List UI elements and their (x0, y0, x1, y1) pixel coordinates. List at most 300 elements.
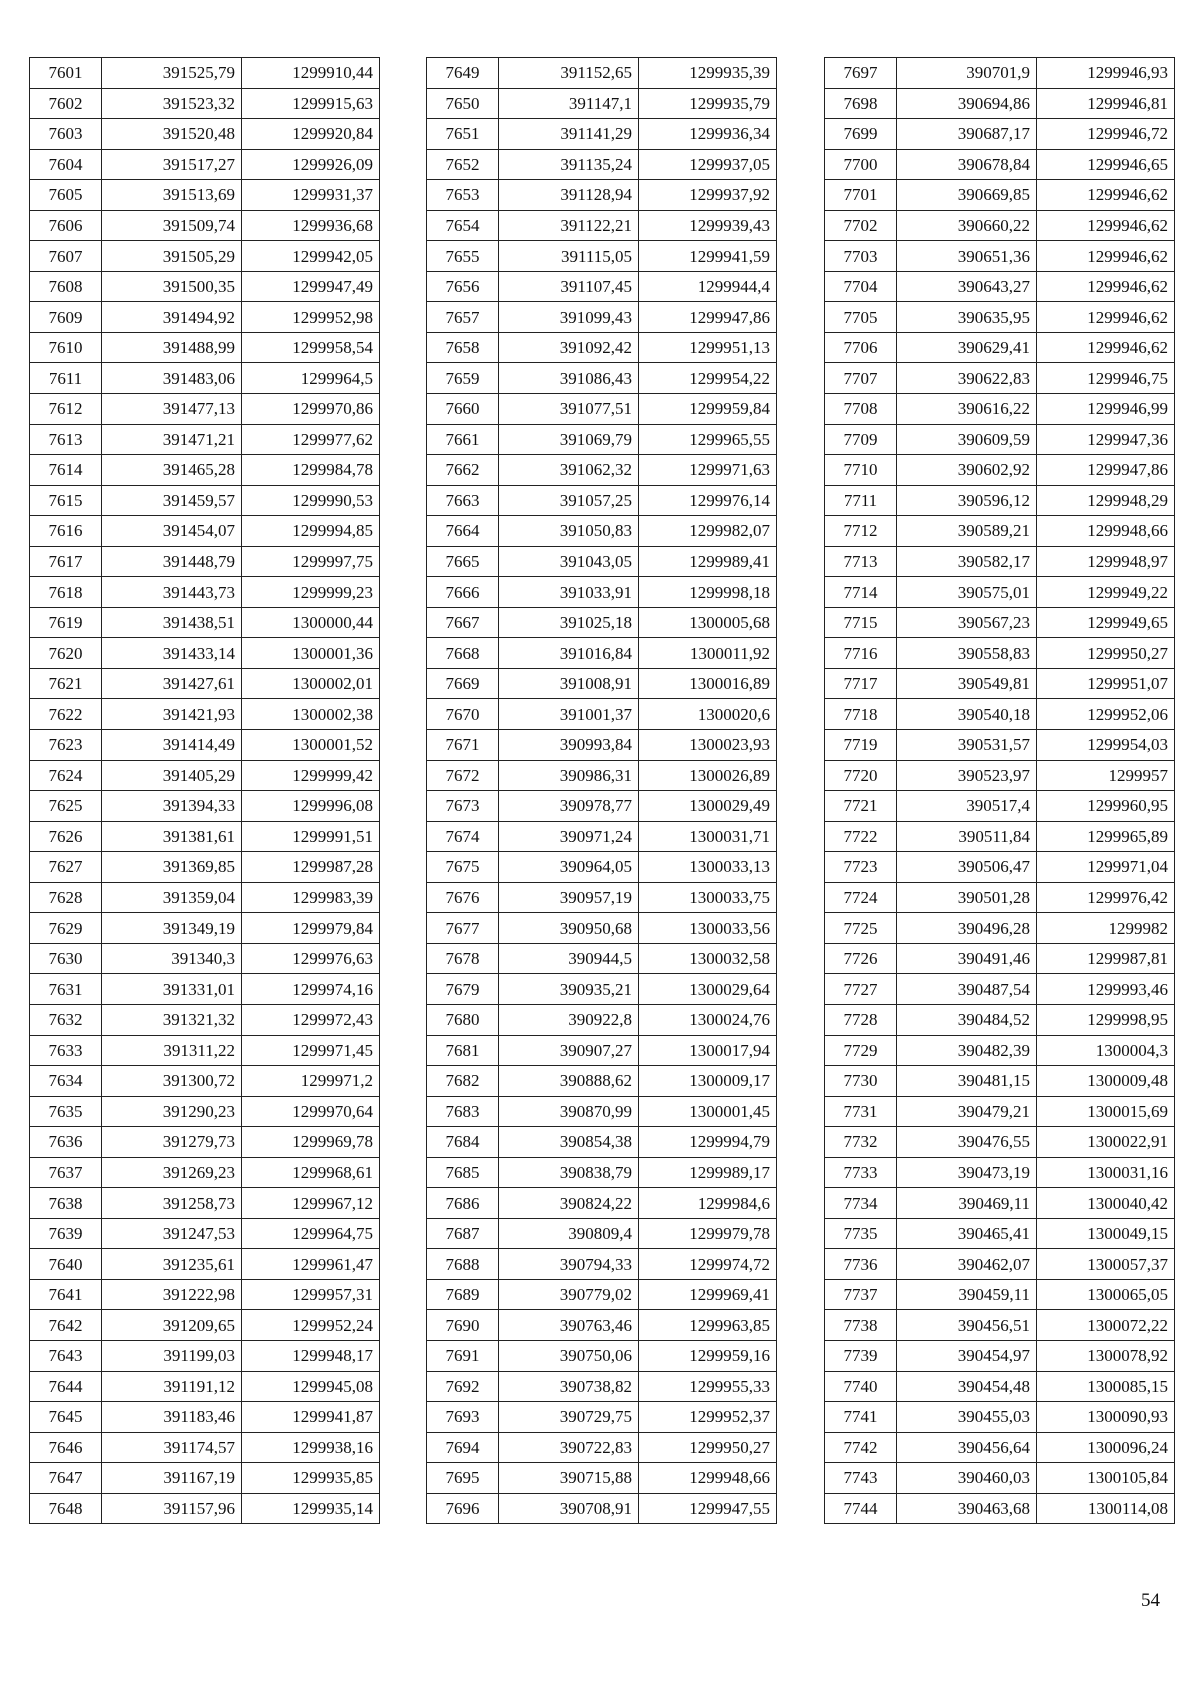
table-row (30, 1218, 380, 1249)
point-number-cell: 7637 (30, 1157, 102, 1188)
y-coordinate-cell: 1300114,08 (1037, 1493, 1175, 1524)
table-row (30, 88, 380, 119)
table-row (825, 1035, 1175, 1066)
point-number-cell: 7719 (825, 730, 897, 761)
x-coordinate-cell: 390643,27 (897, 271, 1037, 302)
table-row (825, 1188, 1175, 1219)
point-number-cell: 7669 (427, 668, 499, 699)
point-number-cell: 7707 (825, 363, 897, 394)
x-coordinate-cell: 390487,54 (897, 974, 1037, 1005)
y-coordinate-cell: 1299948,17 (242, 1340, 380, 1371)
point-number-cell: 7695 (427, 1463, 499, 1494)
x-coordinate-cell: 390484,52 (897, 1004, 1037, 1035)
point-number-cell: 7625 (30, 791, 102, 822)
x-coordinate-cell: 391520,48 (102, 119, 242, 150)
point-number-cell: 7704 (825, 271, 897, 302)
table-row (30, 1249, 380, 1280)
table-row (825, 119, 1175, 150)
y-coordinate-cell: 1299935,79 (639, 88, 777, 119)
y-coordinate-cell: 1300009,17 (639, 1066, 777, 1097)
table-row (427, 1402, 777, 1433)
x-coordinate-cell: 390473,19 (897, 1157, 1037, 1188)
y-coordinate-cell: 1300049,15 (1037, 1218, 1175, 1249)
x-coordinate-cell: 391525,79 (102, 58, 242, 89)
x-coordinate-cell: 390950,68 (499, 913, 639, 944)
table-row (825, 821, 1175, 852)
x-coordinate-cell: 391359,04 (102, 882, 242, 913)
table-row (825, 974, 1175, 1005)
x-coordinate-cell: 390454,97 (897, 1340, 1037, 1371)
y-coordinate-cell: 1299989,41 (639, 546, 777, 577)
y-coordinate-cell: 1299946,72 (1037, 119, 1175, 150)
table-row (30, 1432, 380, 1463)
x-coordinate-cell: 390481,15 (897, 1066, 1037, 1097)
y-coordinate-cell: 1300033,56 (639, 913, 777, 944)
table-row (427, 1157, 777, 1188)
point-number-cell: 7741 (825, 1402, 897, 1433)
y-coordinate-cell: 1299974,16 (242, 974, 380, 1005)
table-row (825, 1340, 1175, 1371)
point-number-cell: 7659 (427, 363, 499, 394)
y-coordinate-cell: 1299946,62 (1037, 241, 1175, 272)
y-coordinate-cell: 1299920,84 (242, 119, 380, 150)
coordinate-table-2 (426, 57, 777, 1524)
y-coordinate-cell: 1300005,68 (639, 607, 777, 638)
point-number-cell: 7664 (427, 516, 499, 547)
y-coordinate-cell: 1300085,15 (1037, 1371, 1175, 1402)
x-coordinate-cell: 390993,84 (499, 730, 639, 761)
table-row (427, 699, 777, 730)
table-row (427, 1218, 777, 1249)
x-coordinate-cell: 391500,35 (102, 271, 242, 302)
point-number-cell: 7658 (427, 332, 499, 363)
x-coordinate-cell: 390589,21 (897, 516, 1037, 547)
y-coordinate-cell: 1299915,63 (242, 88, 380, 119)
point-number-cell: 7650 (427, 88, 499, 119)
y-coordinate-cell: 1300023,93 (639, 730, 777, 761)
x-coordinate-cell: 390460,03 (897, 1463, 1037, 1494)
table-row (427, 821, 777, 852)
table-row (427, 241, 777, 272)
table-row (30, 119, 380, 150)
y-coordinate-cell: 1300011,92 (639, 638, 777, 669)
table-row (427, 210, 777, 241)
x-coordinate-cell: 391141,29 (499, 119, 639, 150)
table-row (825, 1157, 1175, 1188)
y-coordinate-cell: 1299955,33 (639, 1371, 777, 1402)
y-coordinate-cell: 1299950,27 (639, 1432, 777, 1463)
y-coordinate-cell: 1299959,84 (639, 394, 777, 425)
table-row (30, 485, 380, 516)
x-coordinate-cell: 390496,28 (897, 913, 1037, 944)
y-coordinate-cell: 1299971,2 (242, 1066, 380, 1097)
x-coordinate-cell: 390809,4 (499, 1218, 639, 1249)
x-coordinate-cell: 391057,25 (499, 485, 639, 516)
point-number-cell: 7651 (427, 119, 499, 150)
x-coordinate-cell: 390459,11 (897, 1279, 1037, 1310)
x-coordinate-cell: 390549,81 (897, 668, 1037, 699)
table-row (825, 1127, 1175, 1158)
y-coordinate-cell: 1300000,44 (242, 607, 380, 638)
x-coordinate-cell: 391405,29 (102, 760, 242, 791)
y-coordinate-cell: 1299957 (1037, 760, 1175, 791)
y-coordinate-cell: 1299939,43 (639, 210, 777, 241)
point-number-cell: 7718 (825, 699, 897, 730)
x-coordinate-cell: 391349,19 (102, 913, 242, 944)
x-coordinate-cell: 391494,92 (102, 302, 242, 333)
y-coordinate-cell: 1300026,89 (639, 760, 777, 791)
x-coordinate-cell: 390957,19 (499, 882, 639, 913)
x-coordinate-cell: 390922,8 (499, 1004, 639, 1035)
point-number-cell: 7681 (427, 1035, 499, 1066)
point-number-cell: 7653 (427, 180, 499, 211)
table-row (30, 1310, 380, 1341)
x-coordinate-cell: 390763,46 (499, 1310, 639, 1341)
point-number-cell: 7732 (825, 1127, 897, 1158)
point-number-cell: 7654 (427, 210, 499, 241)
y-coordinate-cell: 1300031,16 (1037, 1157, 1175, 1188)
table-row (427, 1035, 777, 1066)
table-row (30, 638, 380, 669)
table-row (30, 1402, 380, 1433)
y-coordinate-cell: 1299949,22 (1037, 577, 1175, 608)
y-coordinate-cell: 1299965,55 (639, 424, 777, 455)
x-coordinate-cell: 391077,51 (499, 394, 639, 425)
x-coordinate-cell: 391157,96 (102, 1493, 242, 1524)
x-coordinate-cell: 390964,05 (499, 852, 639, 883)
x-coordinate-cell: 391191,12 (102, 1371, 242, 1402)
x-coordinate-cell: 390635,95 (897, 302, 1037, 333)
x-coordinate-cell: 390517,4 (897, 791, 1037, 822)
x-coordinate-cell: 391016,84 (499, 638, 639, 669)
point-number-cell: 7701 (825, 180, 897, 211)
point-number-cell: 7689 (427, 1279, 499, 1310)
y-coordinate-cell: 1299972,43 (242, 1004, 380, 1035)
y-coordinate-cell: 1299976,63 (242, 943, 380, 974)
x-coordinate-cell: 391414,49 (102, 730, 242, 761)
y-coordinate-cell: 1299947,86 (1037, 455, 1175, 486)
table-row (427, 1432, 777, 1463)
y-coordinate-cell: 1299952,24 (242, 1310, 380, 1341)
x-coordinate-cell: 390596,12 (897, 485, 1037, 516)
table-row (427, 332, 777, 363)
x-coordinate-cell: 390531,57 (897, 730, 1037, 761)
y-coordinate-cell: 1299954,22 (639, 363, 777, 394)
y-coordinate-cell: 1299948,29 (1037, 485, 1175, 516)
x-coordinate-cell: 391167,19 (102, 1463, 242, 1494)
x-coordinate-cell: 390454,48 (897, 1371, 1037, 1402)
table-row (427, 1371, 777, 1402)
point-number-cell: 7735 (825, 1218, 897, 1249)
table-row (427, 852, 777, 883)
x-coordinate-cell: 391069,79 (499, 424, 639, 455)
point-number-cell: 7736 (825, 1249, 897, 1280)
x-coordinate-cell: 391438,51 (102, 607, 242, 638)
table-row (825, 363, 1175, 394)
point-number-cell: 7725 (825, 913, 897, 944)
y-coordinate-cell: 1299910,44 (242, 58, 380, 89)
y-coordinate-cell: 1299948,97 (1037, 546, 1175, 577)
table-row (825, 699, 1175, 730)
point-number-cell: 7674 (427, 821, 499, 852)
x-coordinate-cell: 391269,23 (102, 1157, 242, 1188)
y-coordinate-cell: 1299946,62 (1037, 180, 1175, 211)
y-coordinate-cell: 1299970,86 (242, 394, 380, 425)
point-number-cell: 7670 (427, 699, 499, 730)
y-coordinate-cell: 1300001,52 (242, 730, 380, 761)
table-row (427, 1066, 777, 1097)
x-coordinate-cell: 390491,46 (897, 943, 1037, 974)
point-number-cell: 7688 (427, 1249, 499, 1280)
table-row (825, 1066, 1175, 1097)
table-row (427, 1188, 777, 1219)
table-row (825, 424, 1175, 455)
point-number-cell: 7711 (825, 485, 897, 516)
x-coordinate-cell: 391258,73 (102, 1188, 242, 1219)
y-coordinate-cell: 1299935,39 (639, 58, 777, 89)
y-coordinate-cell: 1300032,58 (639, 943, 777, 974)
page-number: 54 (1141, 1590, 1160, 1611)
y-coordinate-cell: 1299998,95 (1037, 1004, 1175, 1035)
y-coordinate-cell: 1299952,37 (639, 1402, 777, 1433)
point-number-cell: 7635 (30, 1096, 102, 1127)
table-row (30, 699, 380, 730)
table-row (825, 1218, 1175, 1249)
y-coordinate-cell: 1299958,54 (242, 332, 380, 363)
table-row (825, 668, 1175, 699)
x-coordinate-cell: 391222,98 (102, 1279, 242, 1310)
table-row (825, 1402, 1175, 1433)
y-coordinate-cell: 1299948,66 (1037, 516, 1175, 547)
point-number-cell: 7602 (30, 88, 102, 119)
y-coordinate-cell: 1299938,16 (242, 1432, 380, 1463)
point-number-cell: 7649 (427, 58, 499, 89)
x-coordinate-cell: 391086,43 (499, 363, 639, 394)
point-number-cell: 7606 (30, 210, 102, 241)
y-coordinate-cell: 1299951,07 (1037, 668, 1175, 699)
y-coordinate-cell: 1299977,62 (242, 424, 380, 455)
table-row (30, 1371, 380, 1402)
y-coordinate-cell: 1299961,47 (242, 1249, 380, 1280)
y-coordinate-cell: 1300004,3 (1037, 1035, 1175, 1066)
x-coordinate-cell: 390482,39 (897, 1035, 1037, 1066)
x-coordinate-cell: 391128,94 (499, 180, 639, 211)
table-row (825, 271, 1175, 302)
y-coordinate-cell: 1299999,42 (242, 760, 380, 791)
point-number-cell: 7714 (825, 577, 897, 608)
table-row (30, 852, 380, 883)
y-coordinate-cell: 1299936,68 (242, 210, 380, 241)
table-row (427, 882, 777, 913)
y-coordinate-cell: 1300029,64 (639, 974, 777, 1005)
table-row (427, 58, 777, 89)
table-row (30, 180, 380, 211)
point-number-cell: 7644 (30, 1371, 102, 1402)
x-coordinate-cell: 391488,99 (102, 332, 242, 363)
y-coordinate-cell: 1299987,28 (242, 852, 380, 883)
point-number-cell: 7609 (30, 302, 102, 333)
coordinate-table-1 (29, 57, 380, 1524)
point-number-cell: 7686 (427, 1188, 499, 1219)
y-coordinate-cell: 1300001,36 (242, 638, 380, 669)
table-row (427, 1004, 777, 1035)
table-row (427, 424, 777, 455)
point-number-cell: 7620 (30, 638, 102, 669)
point-number-cell: 7648 (30, 1493, 102, 1524)
point-number-cell: 7621 (30, 668, 102, 699)
point-number-cell: 7720 (825, 760, 897, 791)
y-coordinate-cell: 1300040,42 (1037, 1188, 1175, 1219)
y-coordinate-cell: 1299971,04 (1037, 852, 1175, 883)
x-coordinate-cell: 390701,9 (897, 58, 1037, 89)
table-row (825, 180, 1175, 211)
point-number-cell: 7694 (427, 1432, 499, 1463)
point-number-cell: 7742 (825, 1432, 897, 1463)
x-coordinate-cell: 390971,24 (499, 821, 639, 852)
point-number-cell: 7667 (427, 607, 499, 638)
point-number-cell: 7657 (427, 302, 499, 333)
x-coordinate-cell: 391062,32 (499, 455, 639, 486)
y-coordinate-cell: 1299949,65 (1037, 607, 1175, 638)
y-coordinate-cell: 1299991,51 (242, 821, 380, 852)
x-coordinate-cell: 391025,18 (499, 607, 639, 638)
point-number-cell: 7668 (427, 638, 499, 669)
x-coordinate-cell: 391483,06 (102, 363, 242, 394)
y-coordinate-cell: 1300065,05 (1037, 1279, 1175, 1310)
point-number-cell: 7617 (30, 546, 102, 577)
point-number-cell: 7740 (825, 1371, 897, 1402)
x-coordinate-cell: 390523,97 (897, 760, 1037, 791)
y-coordinate-cell: 1299946,62 (1037, 210, 1175, 241)
y-coordinate-cell: 1299926,09 (242, 149, 380, 180)
y-coordinate-cell: 1299979,78 (639, 1218, 777, 1249)
y-coordinate-cell: 1299994,79 (639, 1127, 777, 1158)
table-row (30, 913, 380, 944)
point-number-cell: 7645 (30, 1402, 102, 1433)
point-number-cell: 7710 (825, 455, 897, 486)
point-number-cell: 7613 (30, 424, 102, 455)
point-number-cell: 7628 (30, 882, 102, 913)
y-coordinate-cell: 1299950,27 (1037, 638, 1175, 669)
x-coordinate-cell: 391092,42 (499, 332, 639, 363)
y-coordinate-cell: 1300057,37 (1037, 1249, 1175, 1280)
point-number-cell: 7634 (30, 1066, 102, 1097)
table-row (825, 241, 1175, 272)
y-coordinate-cell: 1299987,81 (1037, 943, 1175, 974)
point-number-cell: 7723 (825, 852, 897, 883)
y-coordinate-cell: 1300022,91 (1037, 1127, 1175, 1158)
table-row (427, 1127, 777, 1158)
y-coordinate-cell: 1300096,24 (1037, 1432, 1175, 1463)
x-coordinate-cell: 390986,31 (499, 760, 639, 791)
point-number-cell: 7663 (427, 485, 499, 516)
x-coordinate-cell: 391115,05 (499, 241, 639, 272)
table-row (825, 730, 1175, 761)
table-row (825, 913, 1175, 944)
y-coordinate-cell: 1299946,99 (1037, 394, 1175, 425)
x-coordinate-cell: 390501,28 (897, 882, 1037, 913)
point-number-cell: 7677 (427, 913, 499, 944)
y-coordinate-cell: 1299964,5 (242, 363, 380, 394)
table-row (30, 546, 380, 577)
x-coordinate-cell: 391381,61 (102, 821, 242, 852)
y-coordinate-cell: 1299998,18 (639, 577, 777, 608)
table-row (30, 730, 380, 761)
table-row (30, 516, 380, 547)
table-row (825, 638, 1175, 669)
table-row (427, 760, 777, 791)
y-coordinate-cell: 1299993,46 (1037, 974, 1175, 1005)
y-coordinate-cell: 1300001,45 (639, 1096, 777, 1127)
y-coordinate-cell: 1300009,48 (1037, 1066, 1175, 1097)
point-number-cell: 7684 (427, 1127, 499, 1158)
point-number-cell: 7666 (427, 577, 499, 608)
y-coordinate-cell: 1300015,69 (1037, 1096, 1175, 1127)
table-row (427, 302, 777, 333)
x-coordinate-cell: 390456,64 (897, 1432, 1037, 1463)
y-coordinate-cell: 1300072,22 (1037, 1310, 1175, 1341)
table-row (825, 852, 1175, 883)
x-coordinate-cell: 391300,72 (102, 1066, 242, 1097)
point-number-cell: 7715 (825, 607, 897, 638)
table-row (825, 485, 1175, 516)
table-row (30, 332, 380, 363)
y-coordinate-cell: 1300090,93 (1037, 1402, 1175, 1433)
point-number-cell: 7647 (30, 1463, 102, 1494)
table-row (30, 1279, 380, 1310)
point-number-cell: 7660 (427, 394, 499, 425)
x-coordinate-cell: 391147,1 (499, 88, 639, 119)
table-row (30, 577, 380, 608)
table-row (825, 1096, 1175, 1127)
point-number-cell: 7675 (427, 852, 499, 883)
y-coordinate-cell: 1299945,08 (242, 1371, 380, 1402)
point-number-cell: 7696 (427, 1493, 499, 1524)
x-coordinate-cell: 391517,27 (102, 149, 242, 180)
point-number-cell: 7652 (427, 149, 499, 180)
point-number-cell: 7638 (30, 1188, 102, 1219)
point-number-cell: 7708 (825, 394, 897, 425)
x-coordinate-cell: 391421,93 (102, 699, 242, 730)
y-coordinate-cell: 1299974,72 (639, 1249, 777, 1280)
table-row (427, 88, 777, 119)
table-row (427, 1493, 777, 1524)
x-coordinate-cell: 390575,01 (897, 577, 1037, 608)
table-row (427, 1249, 777, 1280)
table-row (825, 58, 1175, 89)
table-row (30, 1463, 380, 1494)
table-row (427, 943, 777, 974)
table-row (825, 516, 1175, 547)
point-number-cell: 7615 (30, 485, 102, 516)
point-number-cell: 7676 (427, 882, 499, 913)
point-number-cell: 7698 (825, 88, 897, 119)
y-coordinate-cell: 1299971,63 (639, 455, 777, 486)
table-row (825, 1493, 1175, 1524)
x-coordinate-cell: 390722,83 (499, 1432, 639, 1463)
y-coordinate-cell: 1299976,14 (639, 485, 777, 516)
y-coordinate-cell: 1299946,93 (1037, 58, 1175, 89)
point-number-cell: 7641 (30, 1279, 102, 1310)
x-coordinate-cell: 390888,62 (499, 1066, 639, 1097)
table-row (30, 668, 380, 699)
table-row (427, 119, 777, 150)
point-number-cell: 7643 (30, 1340, 102, 1371)
table-row (427, 1310, 777, 1341)
point-number-cell: 7603 (30, 119, 102, 150)
point-number-cell: 7679 (427, 974, 499, 1005)
point-number-cell: 7672 (427, 760, 499, 791)
